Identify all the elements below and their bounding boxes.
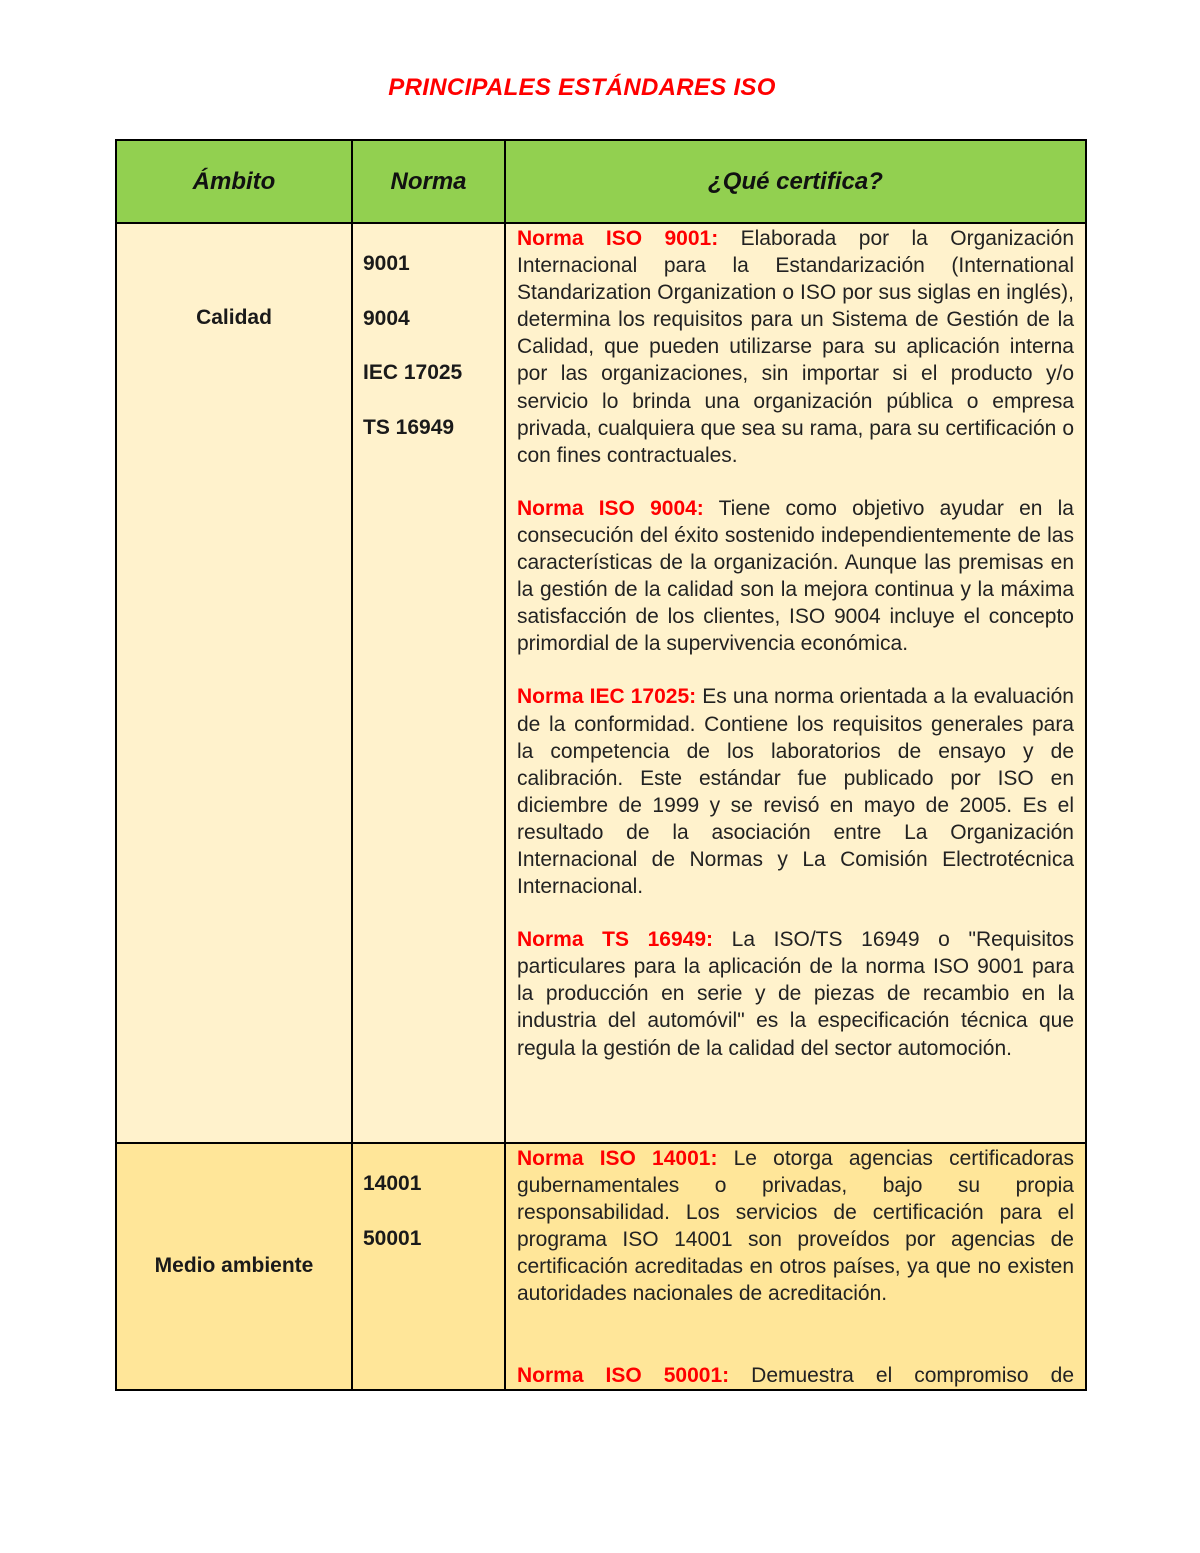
norma-item: IEC 17025 [363,361,463,384]
header-certifica: ¿Qué certifica? [505,140,1086,223]
norma-label: Norma ISO 9004: [517,496,704,520]
description-paragraph [517,1145,1074,1308]
header-ambito: Ámbito [116,140,352,223]
description-text: Elaborada por la Organización Internacional para la Estandarización (International Standarization Organization o ISO por sus siglas en inglés), determina los requisitos para un Sistema de Gestión de la Calidad, que pueden utilizarse para su aplicación interna por las organizaciones, sin importar si el producto y/o servicio lo brinda una organización pública o empresa privada, cualquiera que sea su rama, para su certificación o con fines contractuales. [517,227,1074,467]
norma-label: Norma ISO 9001: [517,227,719,250]
description-paragraph [517,926,1074,1061]
norma-label: Norma TS 16949: [517,928,714,952]
description-paragraph [517,683,1074,900]
description-cell [505,1143,1086,1390]
norma-label: Norma IEC 17025: [517,685,697,709]
description-text: Tiene como objetivo ayudar en la consecución del éxito sostenido independientemente de las características de la organización. Aunque las premisas en la gestión de la calidad son la mejora continua y la máxima satisfacción de los clientes, ISO 9004 incluye el concepto primordial de la supervivencia económica. [517,496,1074,656]
table-row-medio-ambiente [116,1143,1086,1390]
description-paragraph [517,1362,1074,1389]
description-text: La ISO/TS 16949 o "Requisitos particulares para la aplicación de la norma ISO 9001 para la producción en serie y de piezas de recambio en la industria del automóvil" es la especificación técnica que regula la gestión de la calidad del sector automoción. [517,928,1075,1060]
ambito-cell [116,223,352,1143]
norma-cell [352,1143,505,1390]
table-header-row [116,140,1086,223]
ambito-label: Calidad [196,306,272,329]
iso-standards-table [115,139,1087,1391]
description-text: Le otorga agencias certificadoras gubernamentales o privadas, bajo su propia responsabilidad. Los servicios de certificación para el programa ISO 14001 son proveídos por agencias de certificación acreditadas en otros países, ya que no existen autoridades nacionales de acreditación. [517,1147,1074,1306]
norma-label: Norma ISO 50001: [517,1363,730,1387]
ambito-label: Medio ambiente [154,1254,314,1278]
description-text: Es una norma orientada a la evaluación de la conformidad. Contiene los requisitos generales para la competencia de los laboratorios de ensayo y de calibración. Este estándar fue publicado por ISO en diciembre de 1999 y se revisó en mayo de 2005. Es el resultado de la asociación entre La Organización Internacional de Normas y La Comisión Electrotécnica Internacional. [517,685,1074,899]
norma-item: 50001 [363,1226,422,1250]
description-text: Demuestra el compromiso de [729,1363,1074,1387]
description-paragraph [517,495,1074,658]
header-norma: Norma [352,140,505,223]
ambito-cell [116,1143,352,1390]
norma-item: 14001 [363,1172,422,1195]
norma-item: 9004 [363,306,410,330]
page-title: PRINCIPALES ESTÁNDARES ISO [388,74,776,101]
norma-cell [352,223,505,1143]
table-row-calidad [116,223,1086,1143]
description-cell [505,223,1086,1143]
description-paragraph [517,225,1074,469]
norma-item: TS 16949 [363,415,455,439]
norma-label: Norma ISO 14001: [517,1147,718,1170]
norma-item: 9001 [363,252,410,275]
